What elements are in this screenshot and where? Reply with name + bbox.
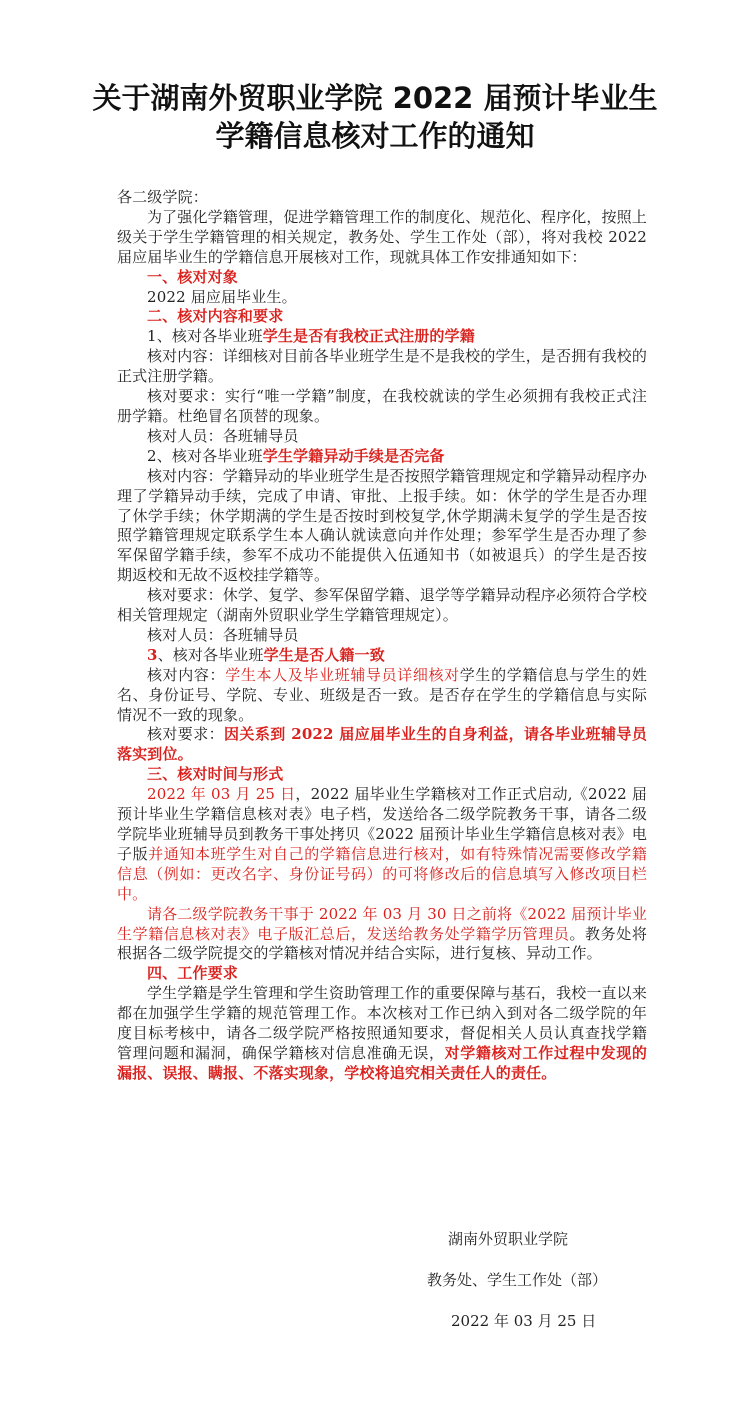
item-3-requirement-label: 核对要求： (147, 725, 225, 744)
signature-date: 2022 年 03 月 25 日 (451, 1312, 597, 1330)
item-3-content (117, 666, 647, 726)
item-1-highlight: 学生是否有我校正式注册的学籍 (262, 327, 475, 346)
title-line-2: 学籍信息核对工作的通知 (215, 119, 535, 153)
item-3-number: 3 (147, 645, 158, 664)
section-4-paragraph (117, 984, 647, 1084)
item-1-staff: 核对人员：各班辅导员 (147, 426, 299, 445)
section-3-p1-text: ，2022 届毕业生学籍核对工作正式启动,《2022 届预计毕业生学籍信息核对表》电子档，发送给各二级学院教务干事，请各二级学院毕业班辅导员到教务干事处拷贝《2022 届预计毕业生学籍信息核对表》电子版 (117, 785, 647, 863)
section-1-heading: 一、核对对象 (147, 267, 238, 286)
item-2-requirement: 核对要求：休学、复学、参军保留学籍、退学等学籍异动程序必须符合学校相关管理规定（湖南外贸职业学生学籍管理规定）。 (117, 586, 647, 625)
item-1-prefix: 1、核对各毕业班 (147, 327, 263, 346)
item-2-title (117, 447, 647, 467)
item-1-title (117, 327, 647, 347)
item-3-content-label: 核对内容： (147, 665, 226, 684)
section-3-p2-text: 。教务处将根据各二级学院提交的学籍核对情况并结合实际，进行复核、异动工作。 (117, 924, 647, 963)
intro-paragraph: 为了强化学籍管理，促进学籍管理工作的制度化、规范化、程序化，按照上级关于学生学籍管理的相关规定，教务处、学生工作处（部），将对我校 2022 届应届毕业生的学籍信息开展核对工作，现就具体工作安排通知如下： (117, 207, 647, 266)
section-2-heading: 二、核对内容和要求 (147, 307, 284, 326)
item-2-content: 核对内容：学籍异动的毕业班学生是否按照学籍管理规定和学籍异动程序办理了学籍异动手续，完成了申请、审批、上报手续。如：休学的学生是否办理了休学手续；休学期满的学生是否按时到校复学,休学期满未复学的学生是否按照学籍管理规定联系学生本人确认就读意向并作处理；参军学生是否办理了参军保留学籍手续，参军不成功不能提供入伍通知书（如被退兵）的学生是否按期返校和无故不返校挂学籍等。 (117, 466, 647, 585)
section-1-text: 2022 届应届毕业生。 (147, 287, 297, 306)
item-3-requirement (117, 725, 647, 765)
item-2-prefix: 2、核对各毕业班 (147, 446, 263, 465)
item-3-requirement-highlight: 因关系到 2022 届应届毕业生的自身利益，请各毕业班辅导员落实到位。 (117, 725, 647, 764)
section-3-p1-highlight: 并通知本班学生对自己的学籍信息进行核对，如有特殊情况需要修改学籍信息（例如：更改名字、身份证号码）的可将修改后的信息填写入修改项目栏中。 (117, 844, 647, 903)
salutation: 各二级学院： (117, 188, 208, 206)
item-3-title (117, 646, 647, 666)
section-3-p2-highlight: 请各二级学院教务干事于 2022 年 03 月 30 日之前将《2022 届预计毕业生学籍信息核对表》电子版汇总后，发送给教务处学籍学历管理员 (117, 904, 647, 943)
title-line-1: 关于湖南外贸职业学院 2022 届预计毕业生 (92, 81, 658, 115)
notice-body (117, 188, 647, 1084)
section-3-paragraph-1 (117, 785, 647, 904)
item-1-content: 核对内容：详细核对目前各毕业班学生是不是我校的学生，是否拥有我校的正式注册学籍。 (117, 347, 647, 386)
start-date: 2022 年 03 月 25 日 (147, 785, 296, 804)
item-1-requirement: 核对要求：实行“唯一学籍”制度，在我校就读的学生必须拥有我校正式注册学籍。杜绝冒名顶替的现象。 (117, 387, 647, 425)
signature-school: 湖南外贸职业学院 (448, 1230, 569, 1248)
item-3-highlight: 学生是否人籍一致 (263, 645, 385, 664)
signature-department: 教务处、学生工作处（部） (427, 1271, 608, 1289)
section-3-paragraph-2 (117, 905, 647, 965)
item-3-content-rest: 学生的学籍信息与学生的姓名、身份证号、学院、专业、班级是否一致。是否存在学生的学籍信息与实际情况不一致的现象。 (117, 665, 647, 724)
item-2-staff: 核对人员：各班辅导员 (147, 625, 299, 644)
section-4-text: 学生学籍是学生管理和学生资助管理工作的重要保障与基石，我校一直以来都在加强学生学籍的规范管理工作。本次核对工作已纳入到对各二级学院的年度目标考核中，请各二级学院严格按照通知要求，督促相关人员认真查找学籍管理问题和漏洞，确保学籍核对信息准确无误， (117, 984, 647, 1062)
section-3-heading: 三、核对时间与形式 (147, 765, 284, 784)
section-4-highlight: 对学籍核对工作过程中发现的漏报、误报、瞒报、不落实现象，学校将追究相关责任人的责任。 (117, 1043, 648, 1082)
item-3-content-highlight: 学生本人及毕业班辅导员详细核对 (225, 665, 460, 684)
item-2-highlight: 学生学籍异动手续是否完备 (262, 446, 445, 465)
section-4-heading: 四、工作要求 (147, 964, 238, 983)
item-3-prefix: 、核对各毕业班 (157, 645, 264, 664)
